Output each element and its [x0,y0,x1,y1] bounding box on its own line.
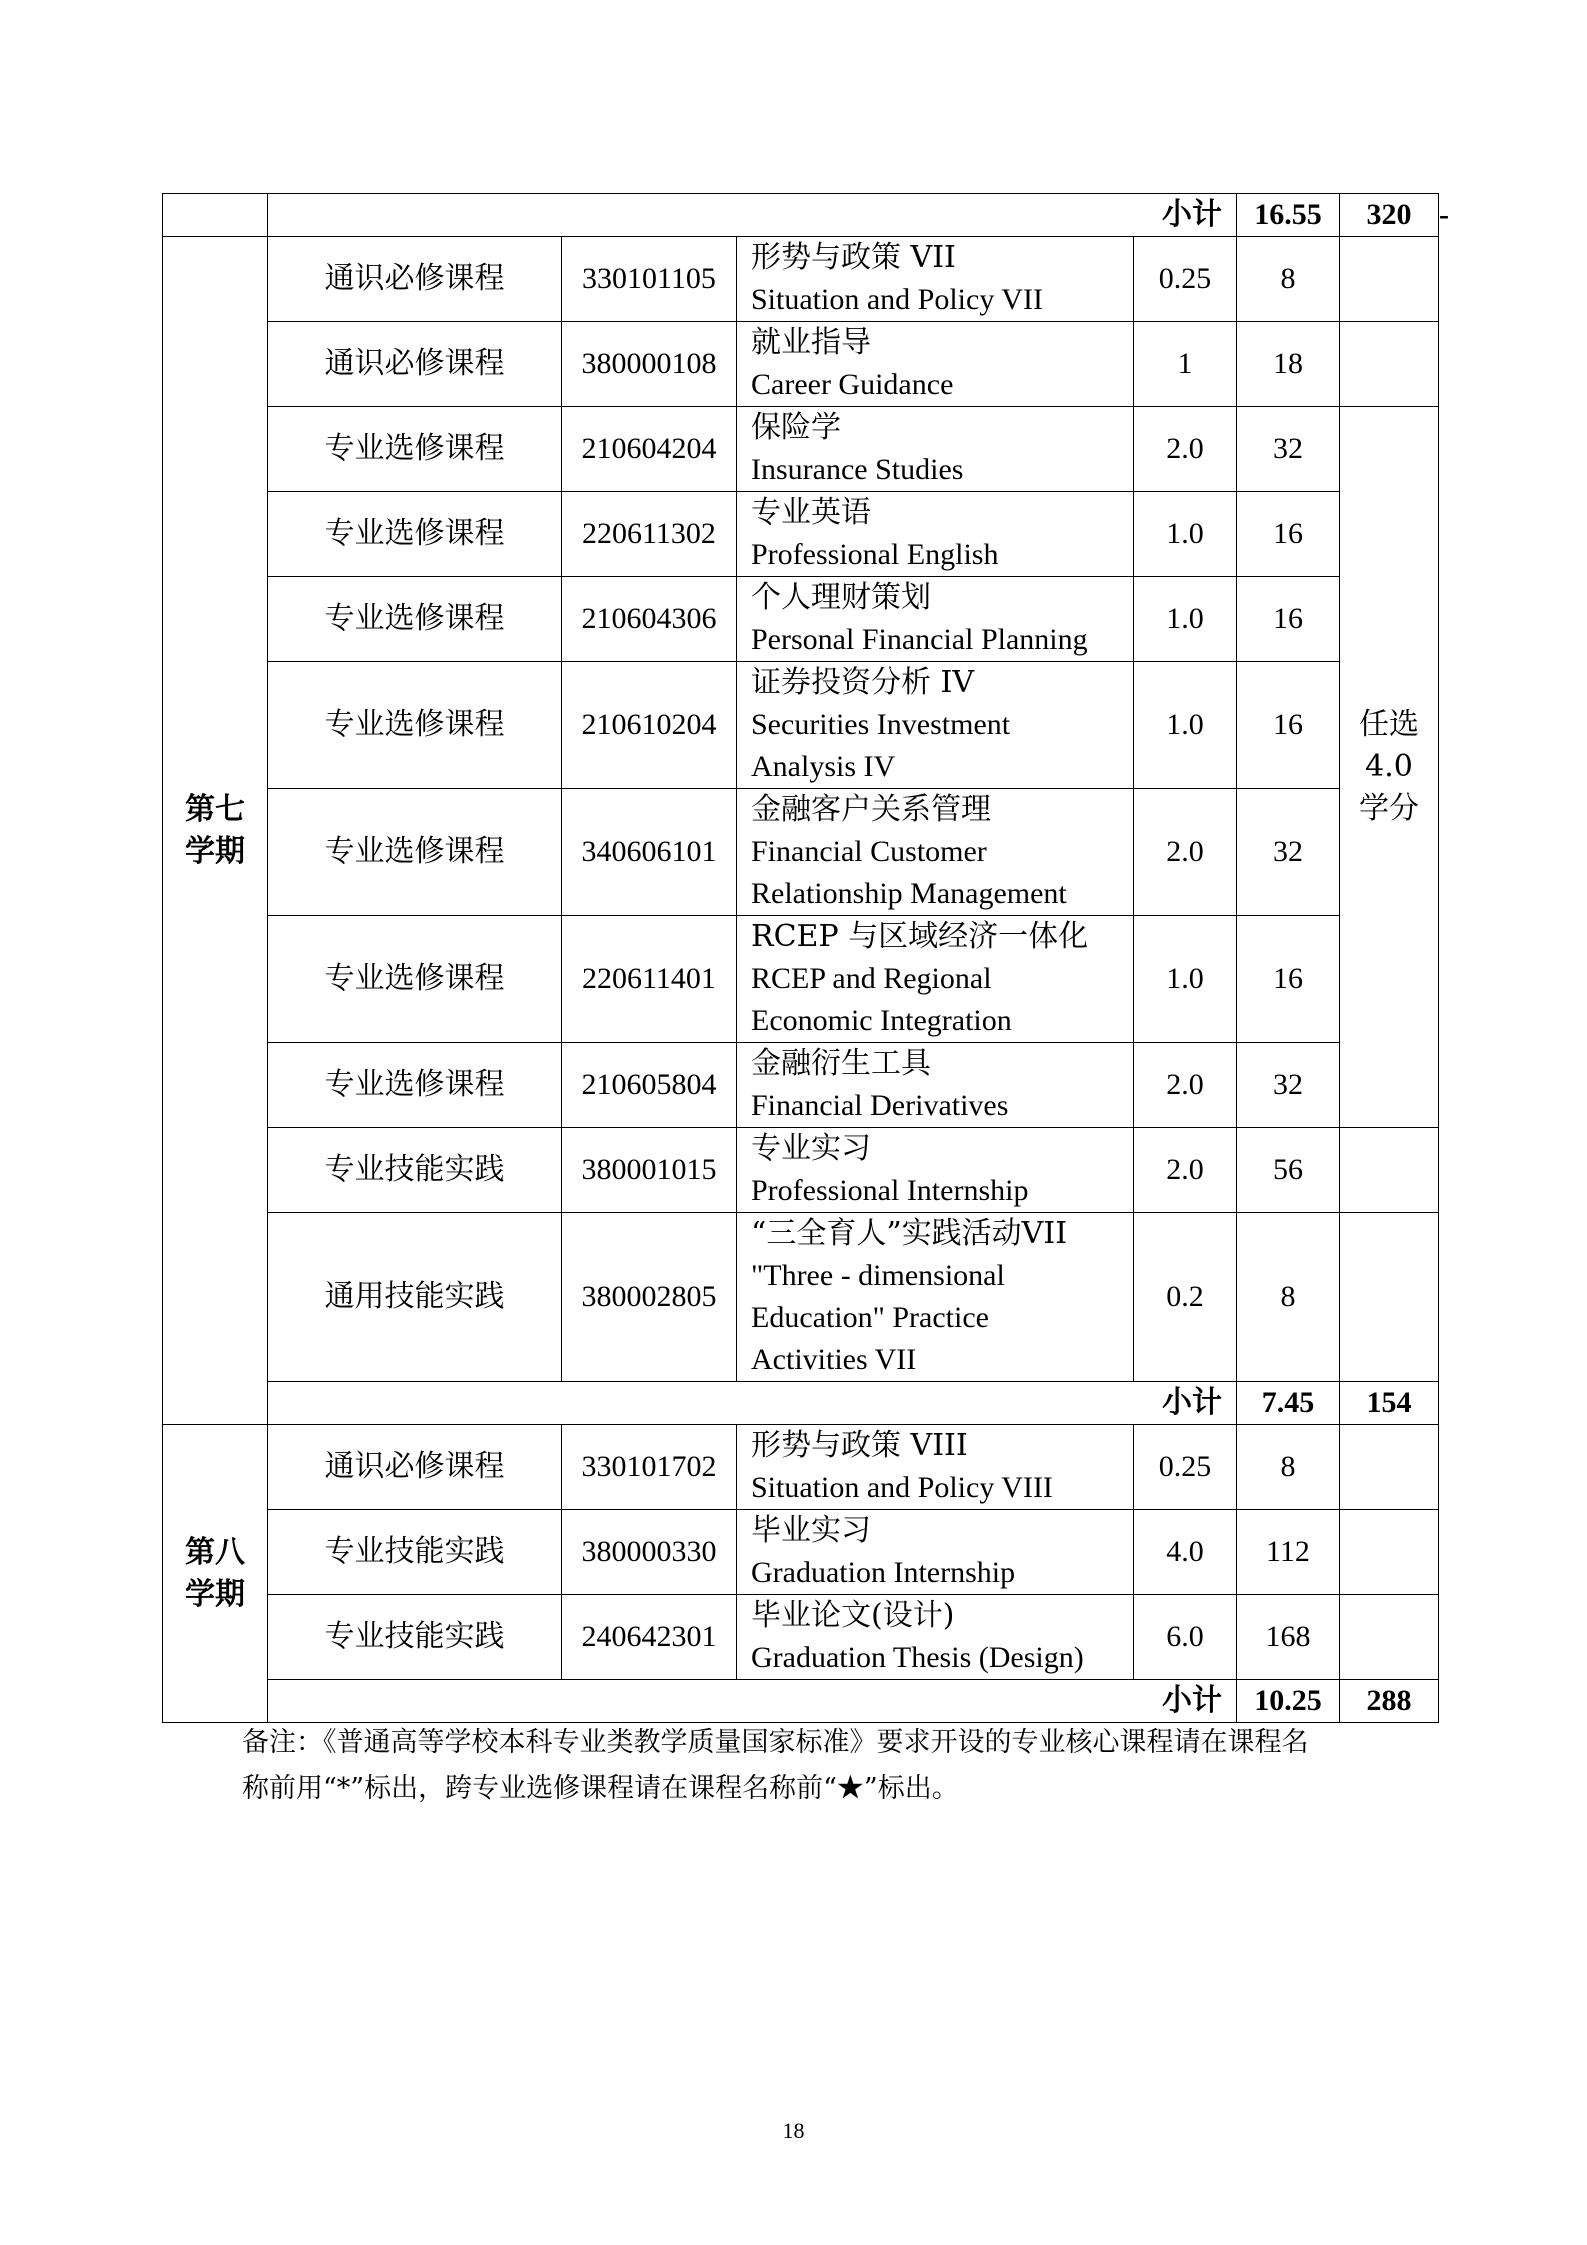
course-row [163,237,1439,322]
course-name-line: RCEP 与区域经济一体化 [751,919,1089,954]
semester-label-line: 学期 [185,1576,245,1612]
subtotal-row-prev: 小计 16.55 320 - [163,194,1439,237]
course-category: 专业选修课程 [268,916,562,1043]
course-name [737,789,1134,916]
course-name-line: 就业指导 [751,325,871,360]
subtotal-label: 小计 [268,194,1237,237]
semester-label-line: 第八 [185,1534,245,1570]
course-name-line: Financial Derivatives [751,1089,1009,1122]
course-name-line: Relationship Management [751,877,1067,910]
subtotal-hours: 288 [1340,1680,1439,1723]
course-name-line: Situation and Policy VII [751,283,1043,316]
course-row [163,407,1439,492]
course-category: 专业选修课程 [268,577,562,662]
course-name-line: 形势与政策 VIII [751,1428,968,1463]
course-name [737,1213,1134,1382]
course-name-line: Professional Internship [751,1174,1029,1207]
course-hours: 8 [1237,1425,1340,1510]
course-credits: 0.2 [1134,1213,1237,1382]
remark-note [242,1720,1382,1812]
elective-note [1340,407,1439,1128]
course-code: 330101105 [562,237,737,322]
course-name-line: Professional English [751,538,999,571]
course-hours: 168 [1237,1595,1340,1680]
course-row [163,492,1439,577]
course-note-empty [1340,1510,1439,1595]
course-hours: 32 [1237,1043,1340,1128]
course-name [737,577,1134,662]
course-credits: 1 [1134,322,1237,407]
course-code: 210605804 [562,1043,737,1128]
remark-line-2: 称前用“*”标出，跨专业选修课程请在课程名称前“★”标出。 [242,1773,959,1804]
course-name-line: Financial Customer [751,835,987,868]
course-name-line: Situation and Policy VIII [751,1471,1053,1504]
course-credits: 1.0 [1134,916,1237,1043]
course-code: 220611401 [562,916,737,1043]
course-name-line: Analysis IV [751,750,896,783]
course-note-empty [1340,1595,1439,1680]
course-note-empty [1340,322,1439,407]
course-name [737,1043,1134,1128]
course-name-line: 金融客户关系管理 [751,792,991,827]
elective-note-line: 任选 [1359,707,1419,742]
course-credits: 0.25 [1134,237,1237,322]
course-code: 220611302 [562,492,737,577]
course-name-line: Insurance Studies [751,453,964,486]
course-code: 380002805 [562,1213,737,1382]
course-hours: 16 [1237,492,1340,577]
course-name [737,1128,1134,1213]
course-row [163,1595,1439,1680]
course-credits: 4.0 [1134,1510,1237,1595]
course-credits: 2.0 [1134,789,1237,916]
course-name-line: Economic Integration [751,1004,1012,1037]
course-code: 380001015 [562,1128,737,1213]
course-hours: 16 [1237,916,1340,1043]
subtotal-row [163,1382,1439,1425]
course-credits: 1.0 [1134,662,1237,789]
course-row [163,322,1439,407]
course-hours: 8 [1237,237,1340,322]
semester-label [163,1425,268,1723]
course-name-line: Career Guidance [751,368,954,401]
course-code: 330101702 [562,1425,737,1510]
course-row [163,1213,1439,1382]
subtotal-hours: 320 [1340,194,1439,237]
course-name-line: 毕业实习 [751,1513,871,1548]
course-code: 340606101 [562,789,737,916]
course-hours: 32 [1237,407,1340,492]
course-name [737,1510,1134,1595]
course-name-line: Graduation Thesis (Design) [751,1641,1084,1674]
subtotal-label: 小计 [268,1680,1237,1723]
course-name-line: Activities VII [751,1343,917,1376]
course-name-line: "Three - dimensional [751,1259,1005,1292]
course-schedule-table [162,193,1449,1723]
semester-cell-empty [163,194,268,237]
course-credits: 2.0 [1134,1128,1237,1213]
course-hours: 16 [1237,577,1340,662]
course-name-line: “三全育人”实践活动VII [751,1216,1068,1251]
course-row [163,577,1439,662]
course-name-line: 专业英语 [751,495,871,530]
course-credits: 2.0 [1134,407,1237,492]
course-row [163,1128,1439,1213]
course-name [737,322,1134,407]
course-credits: 0.25 [1134,1425,1237,1510]
subtotal-credits: 7.45 [1237,1382,1340,1425]
course-note-empty [1340,1425,1439,1510]
course-credits: 1.0 [1134,577,1237,662]
course-hours: 56 [1237,1128,1340,1213]
course-category: 专业技能实践 [268,1510,562,1595]
course-category: 通用技能实践 [268,1213,562,1382]
course-category: 通识必修课程 [268,237,562,322]
course-category: 通识必修课程 [268,1425,562,1510]
semester-label-line: 第七 [185,791,245,827]
course-code: 240642301 [562,1595,737,1680]
course-code: 380000330 [562,1510,737,1595]
subtotal-row [163,1680,1439,1723]
course-code: 210610204 [562,662,737,789]
course-row [163,1043,1439,1128]
course-note-empty [1340,237,1439,322]
course-code: 380000108 [562,322,737,407]
course-name-line: Graduation Internship [751,1556,1016,1589]
subtotal-hours: 154 [1340,1382,1439,1425]
subtotal-label: 小计 [268,1382,1237,1425]
semester-label [163,237,268,1425]
course-name [737,1425,1134,1510]
course-name-line: 证券投资分析 IV [751,665,975,700]
course-hours: 112 [1237,1510,1340,1595]
course-credits: 6.0 [1134,1595,1237,1680]
course-row [163,916,1439,1043]
course-hours: 32 [1237,789,1340,916]
course-hours: 8 [1237,1213,1340,1382]
course-name-line: 专业实习 [751,1131,871,1166]
course-name-line: Education" Practice [751,1301,989,1334]
course-name-line: 形势与政策 VII [751,240,956,275]
course-note-empty [1340,1128,1439,1213]
course-category: 专业选修课程 [268,662,562,789]
course-name-line: 金融衍生工具 [751,1046,931,1081]
page-number: 18 [782,2118,805,2143]
subtotal-credits: 16.55 [1237,194,1340,237]
elective-note-line: 4.0 [1365,749,1413,784]
course-name [737,662,1134,789]
course-hours: 16 [1237,662,1340,789]
subtotal-credits: 10.25 [1237,1680,1340,1723]
course-name-line: RCEP and Regional [751,962,992,995]
course-category: 通识必修课程 [268,322,562,407]
course-row [163,789,1439,916]
course-category: 专业选修课程 [268,407,562,492]
course-hours: 18 [1237,322,1340,407]
course-code: 210604204 [562,407,737,492]
elective-note-line: 学分 [1359,791,1419,826]
course-name [737,916,1134,1043]
course-row [163,1425,1439,1510]
course-category: 专业技能实践 [268,1595,562,1680]
course-name [737,237,1134,322]
course-category: 专业选修课程 [268,492,562,577]
course-row [163,1510,1439,1595]
course-name [737,1595,1134,1680]
course-category: 专业选修课程 [268,1043,562,1128]
course-row [163,662,1439,789]
course-name-line: 毕业论文(设计) [751,1598,955,1633]
course-name-line: Personal Financial Planning [751,623,1088,656]
course-credits: 2.0 [1134,1043,1237,1128]
course-credits: 1.0 [1134,492,1237,577]
course-name [737,492,1134,577]
course-name [737,407,1134,492]
course-name-line: 保险学 [751,410,841,445]
course-note-empty [1340,1213,1439,1382]
semester-label-line: 学期 [185,833,245,869]
remark-line-1: 备注：《普通高等学校本科专业类教学质量国家标准》要求开设的专业核心课程请在课程名 [242,1727,1309,1758]
course-code: 210604306 [562,577,737,662]
course-category: 专业选修课程 [268,789,562,916]
course-name-line: Securities Investment [751,708,1011,741]
course-category: 专业技能实践 [268,1128,562,1213]
course-name-line: 个人理财策划 [751,580,931,615]
